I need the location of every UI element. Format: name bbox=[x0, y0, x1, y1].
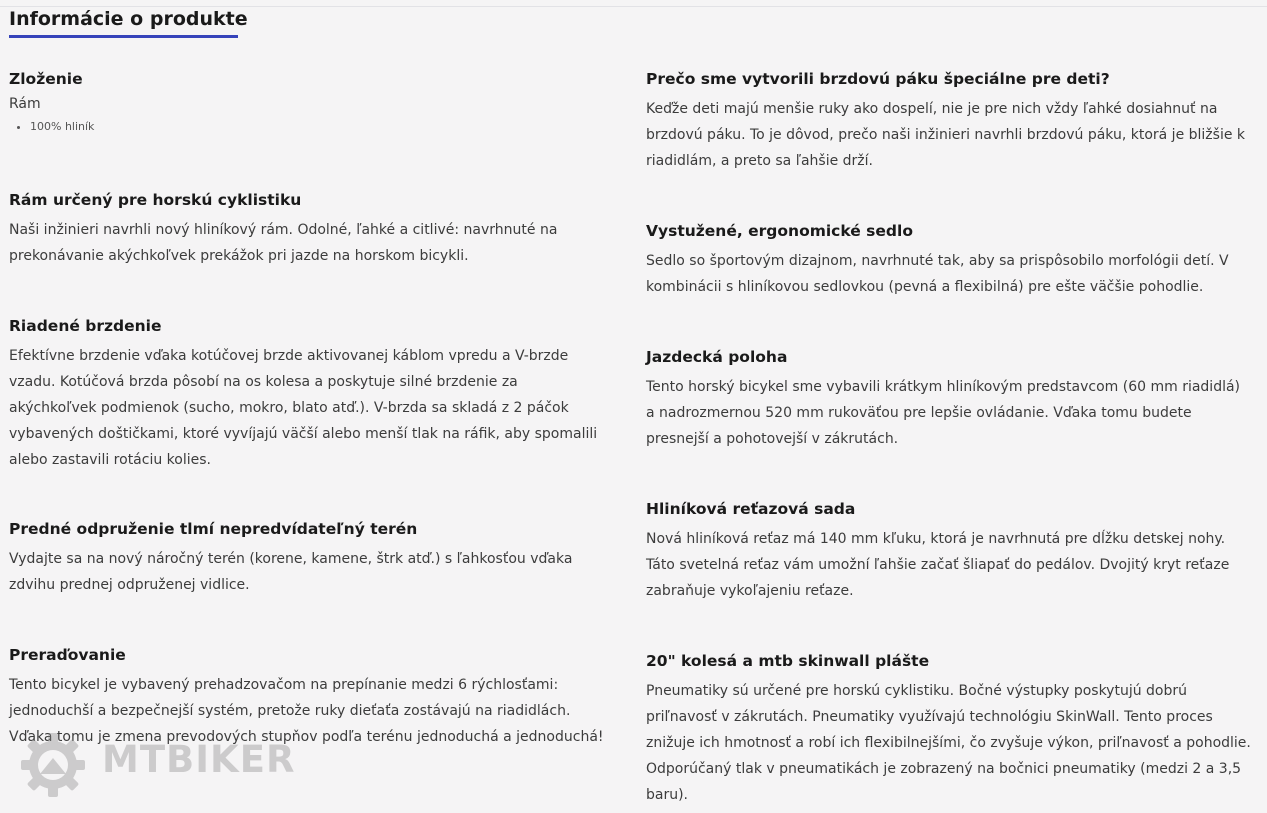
section-text: Naši inžinieri navrhli nový hliníkový rám. Odolné, ľahké a citlivé: navrhnuté na prekonávanie akýchkoľvek prekážok pri jazde na horskom bicykli. bbox=[9, 222, 558, 264]
section-chainset bbox=[646, 498, 1251, 604]
section-heading: Riadené brzdenie bbox=[9, 317, 162, 335]
composition-sub-label: Rám bbox=[9, 96, 41, 112]
composition-section bbox=[9, 68, 609, 136]
section-brake-lever bbox=[646, 68, 1251, 174]
material-list bbox=[9, 118, 609, 136]
section-riding-position bbox=[646, 346, 1251, 452]
section-heading: Preraďovanie bbox=[9, 646, 126, 664]
section-wheels bbox=[646, 650, 1251, 808]
section-heading: 20" kolesá a mtb skinwall plášte bbox=[646, 652, 930, 670]
section-text: Tento horský bicykel sme vybavili krátkym hliníkovým predstavcom (60 mm riadidlá) a nadrozmernou 520 mm rukoväťou pre lepšie ovládanie. Vďaka tomu budete presnejší a pohotovejší v zákrutách. bbox=[646, 379, 1241, 447]
section-heading: Hliníková reťazová sada bbox=[646, 500, 856, 518]
section-text: Sedlo so športovým dizajnom, navrhnuté tak, aby sa prispôsobilo morfológii detí. V kombinácii s hliníkovou sedlovkou (pevná a flexibilná) pre ešte väčšie pohodlie. bbox=[646, 253, 1229, 295]
section-heading: Vystužené, ergonomické sedlo bbox=[646, 222, 913, 240]
title-underline bbox=[9, 35, 238, 38]
material-item: • 100% hliník bbox=[30, 118, 609, 136]
page-title: Informácie o produkte bbox=[9, 8, 248, 30]
section-saddle bbox=[646, 220, 1251, 300]
section-frame bbox=[9, 189, 609, 269]
section-text: Efektívne brzdenie vďaka kotúčovej brzde aktivovanej káblom vpredu a V-brzde vzadu. Kotúčová brzda pôsobí na os kolesa a poskytuje silné brzdenie za akýchkoľvek podmienok (sucho, mokro, blato atď.). V-brzda sa skladá z 2 páčok vybavených doštičkami, ktoré vyvíjajú väčší alebo menší tlak na ráfik, aby spomalili alebo zastavili rotáciu kolies. bbox=[9, 348, 598, 468]
watermark-text: MTBIKER bbox=[102, 738, 296, 781]
section-heading: Predné odpruženie tlmí nepredvídateľný terén bbox=[9, 520, 418, 538]
composition-heading: Zloženie bbox=[9, 70, 83, 88]
section-text: Pneumatiky sú určené pre horskú cyklistiku. Bočné výstupky poskytujú dobrú priľnavosť v zákrutách. Pneumatiky využívajú technológiu SkinWall. Tento proces znižuje ich hmotnosť a robí ich flexibilnejšími, čo zvyšuje výkon, priľnavosť a pohodlie. Odporúčaný tlak v pneumatikách je zobrazený na bočnici pneumatiky (medzi 2 a 3,5 baru). bbox=[646, 683, 1251, 803]
section-text: Nová hliníková reťaz má 140 mm kľuku, ktorá je navrhnutá pre dĺžku detskej nohy. Táto svetelná reťaz vám umožní ľahšie začať šliapať do pedálov. Dvojitý kryt reťaze zabraňuje vykoľajeniu reťaze. bbox=[646, 531, 1230, 599]
section-text: Vydajte sa na nový náročný terén (korene, kamene, štrk atď.) s ľahkosťou vďaka zdvihu prednej odpruženej vidlice. bbox=[9, 551, 573, 593]
section-braking bbox=[9, 315, 609, 473]
section-suspension bbox=[9, 518, 609, 598]
section-text: Keďže deti majú menšie ruky ako dospelí, nie je pre nich vždy ľahké dosiahnuť na brzdovú páku. To je dôvod, prečo naši inžinieri navrhli brzdovú páku, ktorá je bližšie k riadidlám, a preto sa ľahšie drží. bbox=[646, 101, 1246, 169]
section-shifting bbox=[9, 644, 609, 750]
section-heading: Prečo sme vytvorili brzdovú páku špeciálne pre deti? bbox=[646, 70, 1110, 88]
section-text: Tento bicykel je vybavený prehadzovačom na prepínanie medzi 6 rýchlosťami: jednoduchší a bezpečnejší systém, pretože ruky dieťaťa zostávajú na riadidlách. Vďaka tomu je zmena prevodových stupňov podľa terénu jednoduchá a jednoduchá! bbox=[9, 677, 604, 745]
section-heading: Rám určený pre horskú cyklistiku bbox=[9, 191, 302, 209]
section-heading: Jazdecká poloha bbox=[646, 348, 788, 366]
